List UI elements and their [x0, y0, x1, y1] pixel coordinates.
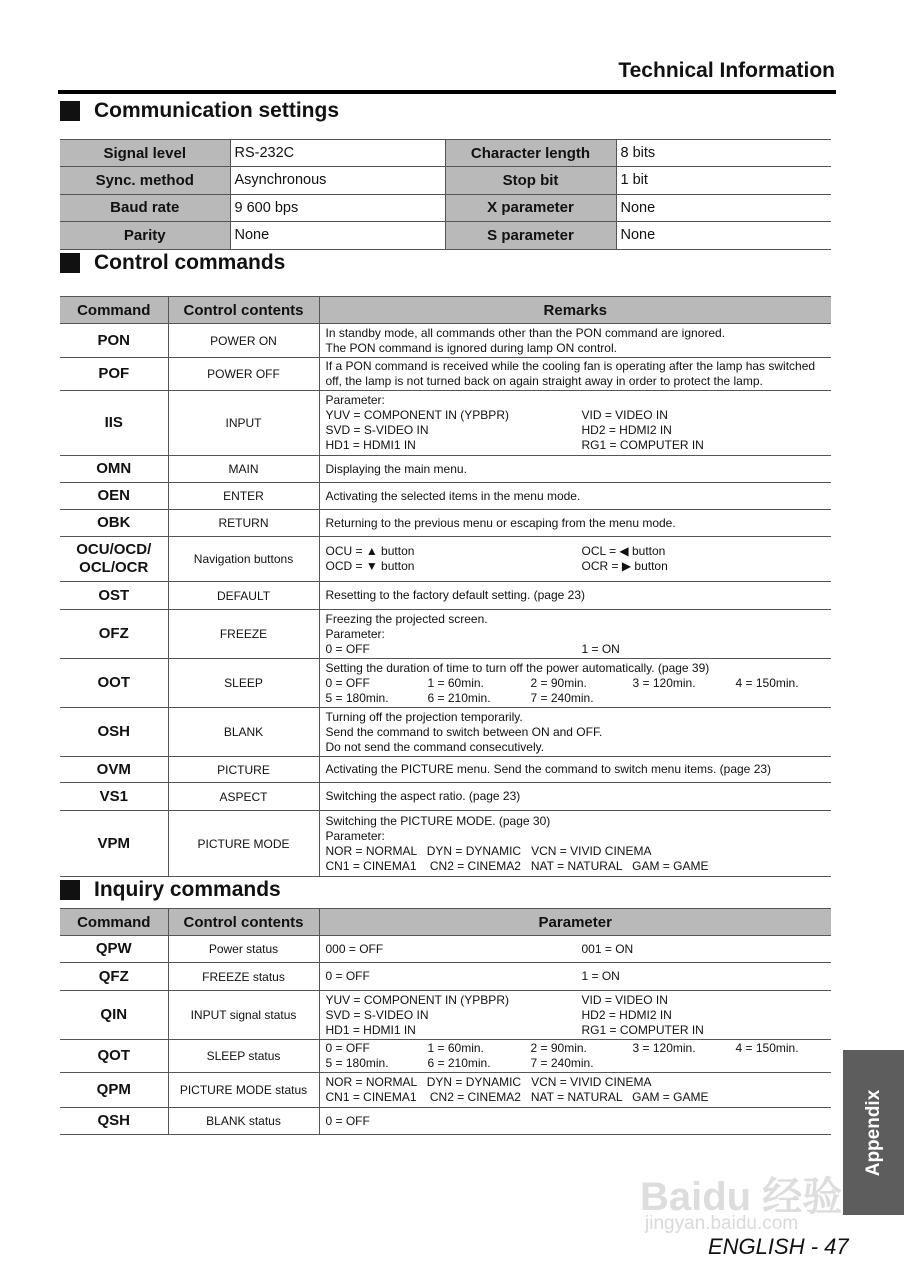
remark-line	[326, 676, 826, 691]
remark-text: 4 = 150min.	[735, 1041, 799, 1055]
remark-text: Parameter:	[325, 393, 385, 407]
remark-text: The PON command is ignored during lamp ON control.	[325, 340, 617, 355]
remark-text: NOR = NORMAL DYN = DYNAMIC VCN = VIVID CINEMA	[325, 843, 652, 858]
table-row	[60, 659, 831, 708]
remark-line	[326, 642, 826, 657]
column-header: Command	[60, 297, 168, 324]
remarks-cell	[319, 582, 831, 610]
section-title: Control commands	[94, 251, 286, 274]
command-code: QIN	[60, 991, 168, 1040]
command-code: PON	[60, 324, 168, 358]
control-contents: PICTURE MODE status	[168, 1073, 319, 1108]
remarks-cell	[319, 1073, 831, 1108]
control-contents: ENTER	[168, 483, 319, 510]
remark-text: SVD = S-VIDEO IN	[325, 1007, 429, 1022]
command-code: OSH	[60, 708, 168, 757]
remark-line	[326, 588, 826, 603]
section-bullet-icon	[60, 101, 80, 121]
setting-label: Baud rate	[60, 194, 230, 222]
control-contents: Power status	[168, 936, 319, 963]
column-header: Control contents	[168, 909, 319, 936]
remarks-cell	[319, 708, 831, 757]
control-contents: PICTURE	[168, 757, 319, 783]
remark-text: 0 = OFF	[325, 969, 370, 983]
remark-text: 7 = 240min.	[530, 1056, 594, 1070]
communication-settings-table	[60, 139, 831, 250]
remarks-cell	[319, 456, 831, 483]
remark-text: Freezing the projected screen.	[325, 611, 488, 626]
remark-text: Setting the duration of time to turn off the power automatically. (page 39)	[325, 660, 710, 675]
watermark-logo: Baidu 经验	[640, 1175, 843, 1219]
remarks-cell	[319, 610, 831, 659]
setting-value: None	[616, 194, 831, 222]
remark-line	[326, 942, 826, 957]
remark-text: RG1 = COMPUTER IN	[581, 438, 704, 452]
remark-line	[326, 1023, 826, 1038]
control-contents: BLANK status	[168, 1108, 319, 1135]
control-contents: INPUT	[168, 391, 319, 456]
remark-text: 3 = 120min.	[632, 1041, 696, 1055]
setting-value: None	[616, 222, 831, 250]
inquiry-commands-table	[60, 908, 831, 1135]
remark-text: 2 = 90min.	[530, 675, 587, 690]
remarks-cell	[319, 324, 831, 358]
remark-line	[326, 969, 826, 984]
comm-row	[60, 194, 831, 222]
remark-text: RG1 = COMPUTER IN	[581, 1022, 704, 1037]
control-contents: Navigation buttons	[168, 537, 319, 582]
setting-label: Stop bit	[445, 167, 616, 195]
remark-line	[326, 725, 826, 740]
remarks-cell	[319, 757, 831, 783]
remarks-cell	[319, 963, 831, 991]
setting-label: Parity	[60, 222, 230, 250]
remarks-cell	[319, 783, 831, 811]
section-inquiry-commands	[60, 878, 281, 902]
remark-line	[326, 1090, 826, 1105]
remark-line	[326, 612, 826, 627]
remark-text: 5 = 180min.	[325, 1056, 389, 1070]
table-row	[60, 708, 831, 757]
remarks-cell	[319, 358, 831, 391]
control-contents: DEFAULT	[168, 582, 319, 610]
table-row	[60, 811, 831, 877]
remark-text: 3 = 120min.	[632, 675, 696, 690]
remark-text: 1 = ON	[581, 641, 620, 656]
remark-line	[326, 993, 826, 1008]
remark-line	[326, 374, 826, 389]
control-contents: INPUT signal status	[168, 991, 319, 1040]
remark-text: 1 = 60min.	[427, 1041, 484, 1055]
remark-text: OCL = ◀ button	[581, 544, 666, 558]
control-contents: SLEEP	[168, 659, 319, 708]
remark-text: Resetting to the factory default setting. (page 23)	[325, 588, 585, 602]
table-row	[60, 1108, 831, 1135]
table-row	[60, 456, 831, 483]
column-header: Remarks	[319, 297, 831, 324]
remark-text: Returning to the previous menu or escaping from the menu mode.	[325, 515, 676, 530]
command-code: OOT	[60, 659, 168, 708]
remark-text: 2 = 90min.	[530, 1041, 587, 1055]
remark-text: If a PON command is received while the cooling fan is operating after the lamp has switched	[325, 359, 816, 373]
remark-line	[326, 740, 826, 755]
command-code: QPM	[60, 1073, 168, 1108]
remark-text: Switching the PICTURE MODE. (page 30)	[325, 813, 551, 828]
remark-text: off, the lamp is not turned back on again straight away in order to protect the lamp.	[325, 374, 763, 388]
remarks-cell	[319, 811, 831, 877]
remark-line	[326, 789, 826, 804]
setting-value: RS-232C	[230, 140, 445, 167]
remark-text: 1 = ON	[581, 969, 620, 983]
appendix-side-tab[interactable]	[843, 1050, 904, 1215]
remark-line	[326, 326, 826, 341]
remarks-cell	[319, 391, 831, 456]
table-row	[60, 610, 831, 659]
remark-text: 0 = OFF	[325, 1041, 370, 1055]
comm-row	[60, 167, 831, 195]
control-contents: PICTURE MODE	[168, 811, 319, 877]
remark-text: 6 = 210min.	[427, 690, 491, 705]
remark-text: 5 = 180min.	[325, 690, 389, 705]
remarks-cell	[319, 1108, 831, 1135]
remark-text: NOR = NORMAL DYN = DYNAMIC VCN = VIVID CINEMA	[325, 1075, 652, 1089]
remark-line	[326, 829, 826, 844]
remark-text: Activating the selected items in the menu mode.	[325, 488, 581, 503]
command-code: OST	[60, 582, 168, 610]
setting-value: 9 600 bps	[230, 194, 445, 222]
control-contents: ASPECT	[168, 783, 319, 811]
watermark-url: jingyan.baidu.com	[645, 1213, 799, 1234]
remark-text: 1 = 60min.	[427, 675, 484, 690]
table-row	[60, 1040, 831, 1073]
setting-label: Sync. method	[60, 167, 230, 195]
remark-text: 6 = 210min.	[427, 1056, 491, 1070]
setting-label: Character length	[445, 140, 616, 167]
table-header-row	[60, 297, 831, 324]
control-contents: RETURN	[168, 510, 319, 537]
remark-line	[326, 423, 826, 438]
remarks-cell	[319, 483, 831, 510]
command-code: QFZ	[60, 963, 168, 991]
remark-line	[326, 1075, 826, 1090]
remark-text: 7 = 240min.	[530, 690, 594, 705]
remark-line	[326, 544, 826, 559]
remark-line	[326, 408, 826, 423]
control-contents: FREEZE	[168, 610, 319, 659]
setting-label: Signal level	[60, 140, 230, 167]
remark-line	[326, 859, 826, 874]
command-code: QSH	[60, 1108, 168, 1135]
page-number-footer: ENGLISH - 47	[708, 1234, 849, 1259]
setting-value: None	[230, 222, 445, 250]
table-row	[60, 483, 831, 510]
section-bullet-icon	[60, 880, 80, 900]
table-row	[60, 757, 831, 783]
remark-text: Parameter:	[325, 626, 385, 641]
section-communication-settings	[60, 99, 339, 123]
table-row	[60, 936, 831, 963]
remark-line	[326, 1114, 826, 1129]
command-code: POF	[60, 358, 168, 391]
command-code: QPW	[60, 936, 168, 963]
remark-text: Do not send the command consecutively.	[325, 739, 545, 754]
remark-line	[326, 438, 826, 453]
setting-value: 8 bits	[616, 140, 831, 167]
column-header: Command	[60, 909, 168, 936]
comm-row	[60, 140, 831, 167]
table-row	[60, 324, 831, 358]
command-code: OCU/OCD/ OCL/OCR	[60, 537, 168, 582]
remark-text: OCR = ▶ button	[581, 559, 668, 573]
appendix-label: Appendix	[862, 1089, 884, 1176]
remark-text: OCD = ▼ button	[325, 559, 415, 573]
remark-text: Parameter:	[325, 828, 385, 843]
remark-text: Switching the aspect ratio. (page 23)	[325, 789, 521, 803]
remarks-cell	[319, 991, 831, 1040]
setting-value: 1 bit	[616, 167, 831, 195]
table-row	[60, 510, 831, 537]
control-commands-table	[60, 296, 831, 877]
remark-text: VID = VIDEO IN	[581, 992, 668, 1007]
page-header-title: Technical Information	[618, 59, 835, 82]
table-row	[60, 582, 831, 610]
remarks-cell	[319, 537, 831, 582]
remark-line	[326, 359, 826, 374]
remark-line	[326, 1041, 826, 1056]
remark-line	[326, 489, 826, 504]
remark-line	[326, 762, 826, 777]
remark-text: Activating the PICTURE menu. Send the command to switch menu items. (page 23)	[325, 762, 772, 776]
remark-line	[326, 691, 826, 706]
remark-line	[326, 516, 826, 531]
section-bullet-icon	[60, 253, 80, 273]
remark-line	[326, 844, 826, 859]
remarks-cell	[319, 936, 831, 963]
remark-text: Turning off the projection temporarily.	[325, 709, 523, 724]
remark-text: CN1 = CINEMA1 CN2 = CINEMA2 NAT = NATURAL GAM = GAME	[325, 858, 709, 873]
remark-text: 001 = ON	[581, 941, 634, 956]
remark-text: YUV = COMPONENT IN (YPBPR)	[325, 408, 509, 422]
remark-line	[326, 559, 826, 574]
command-code: OFZ	[60, 610, 168, 659]
table-row	[60, 391, 831, 456]
control-contents: FREEZE status	[168, 963, 319, 991]
remark-text: Displaying the main menu.	[325, 461, 467, 476]
control-contents: BLANK	[168, 708, 319, 757]
remark-line	[326, 661, 826, 676]
table-row	[60, 963, 831, 991]
control-contents: POWER OFF	[168, 358, 319, 391]
command-code: VS1	[60, 783, 168, 811]
remark-text: Send the command to switch between ON and OFF.	[325, 724, 603, 739]
command-code: VPM	[60, 811, 168, 877]
remarks-cell	[319, 659, 831, 708]
header-rule	[58, 90, 836, 94]
remark-text: 0 = OFF	[325, 641, 370, 656]
column-header: Parameter	[319, 909, 831, 936]
remark-line	[326, 627, 826, 642]
command-code: OVM	[60, 757, 168, 783]
remark-text: OCU = ▲ button	[325, 544, 415, 558]
remark-text: In standby mode, all commands other than the PON command are ignored.	[325, 325, 726, 340]
command-code: OEN	[60, 483, 168, 510]
remark-text: 4 = 150min.	[735, 675, 799, 690]
remark-line	[326, 710, 826, 725]
table-row	[60, 991, 831, 1040]
control-contents: POWER ON	[168, 324, 319, 358]
remark-line	[326, 393, 826, 408]
setting-label: S parameter	[445, 222, 616, 250]
command-code: IIS	[60, 391, 168, 456]
section-title: Communication settings	[94, 99, 340, 122]
table-row	[60, 358, 831, 391]
control-contents: SLEEP status	[168, 1040, 319, 1073]
remark-text: HD2 = HDMI2 IN	[581, 423, 672, 437]
remark-text: 0 = OFF	[325, 675, 370, 690]
setting-value: Asynchronous	[230, 167, 445, 195]
remark-text: HD2 = HDMI2 IN	[581, 1007, 672, 1022]
remark-text: HD1 = HDMI1 IN	[325, 438, 416, 452]
remark-line	[326, 341, 826, 356]
comm-row	[60, 222, 831, 250]
remark-text: HD1 = HDMI1 IN	[325, 1022, 416, 1037]
remark-text: 0 = OFF	[325, 1113, 370, 1128]
section-title: Inquiry commands	[94, 878, 281, 901]
setting-label: X parameter	[445, 194, 616, 222]
remark-line	[326, 814, 826, 829]
control-contents: MAIN	[168, 456, 319, 483]
command-code: QOT	[60, 1040, 168, 1073]
remark-line	[326, 1056, 826, 1071]
remark-text: VID = VIDEO IN	[581, 408, 668, 422]
remarks-cell	[319, 1040, 831, 1073]
table-row	[60, 1073, 831, 1108]
remark-text: 000 = OFF	[325, 941, 384, 956]
command-code: OBK	[60, 510, 168, 537]
section-control-commands	[60, 251, 285, 275]
remarks-cell	[319, 510, 831, 537]
remark-line	[326, 1008, 826, 1023]
column-header: Control contents	[168, 297, 319, 324]
remark-text: YUV = COMPONENT IN (YPBPR)	[325, 992, 509, 1007]
command-code: OMN	[60, 456, 168, 483]
remark-text: SVD = S-VIDEO IN	[325, 423, 429, 437]
remark-text: CN1 = CINEMA1 CN2 = CINEMA2 NAT = NATURAL GAM = GAME	[325, 1090, 709, 1104]
table-row	[60, 783, 831, 811]
remark-line	[326, 462, 826, 477]
table-header-row	[60, 909, 831, 936]
table-row	[60, 537, 831, 582]
